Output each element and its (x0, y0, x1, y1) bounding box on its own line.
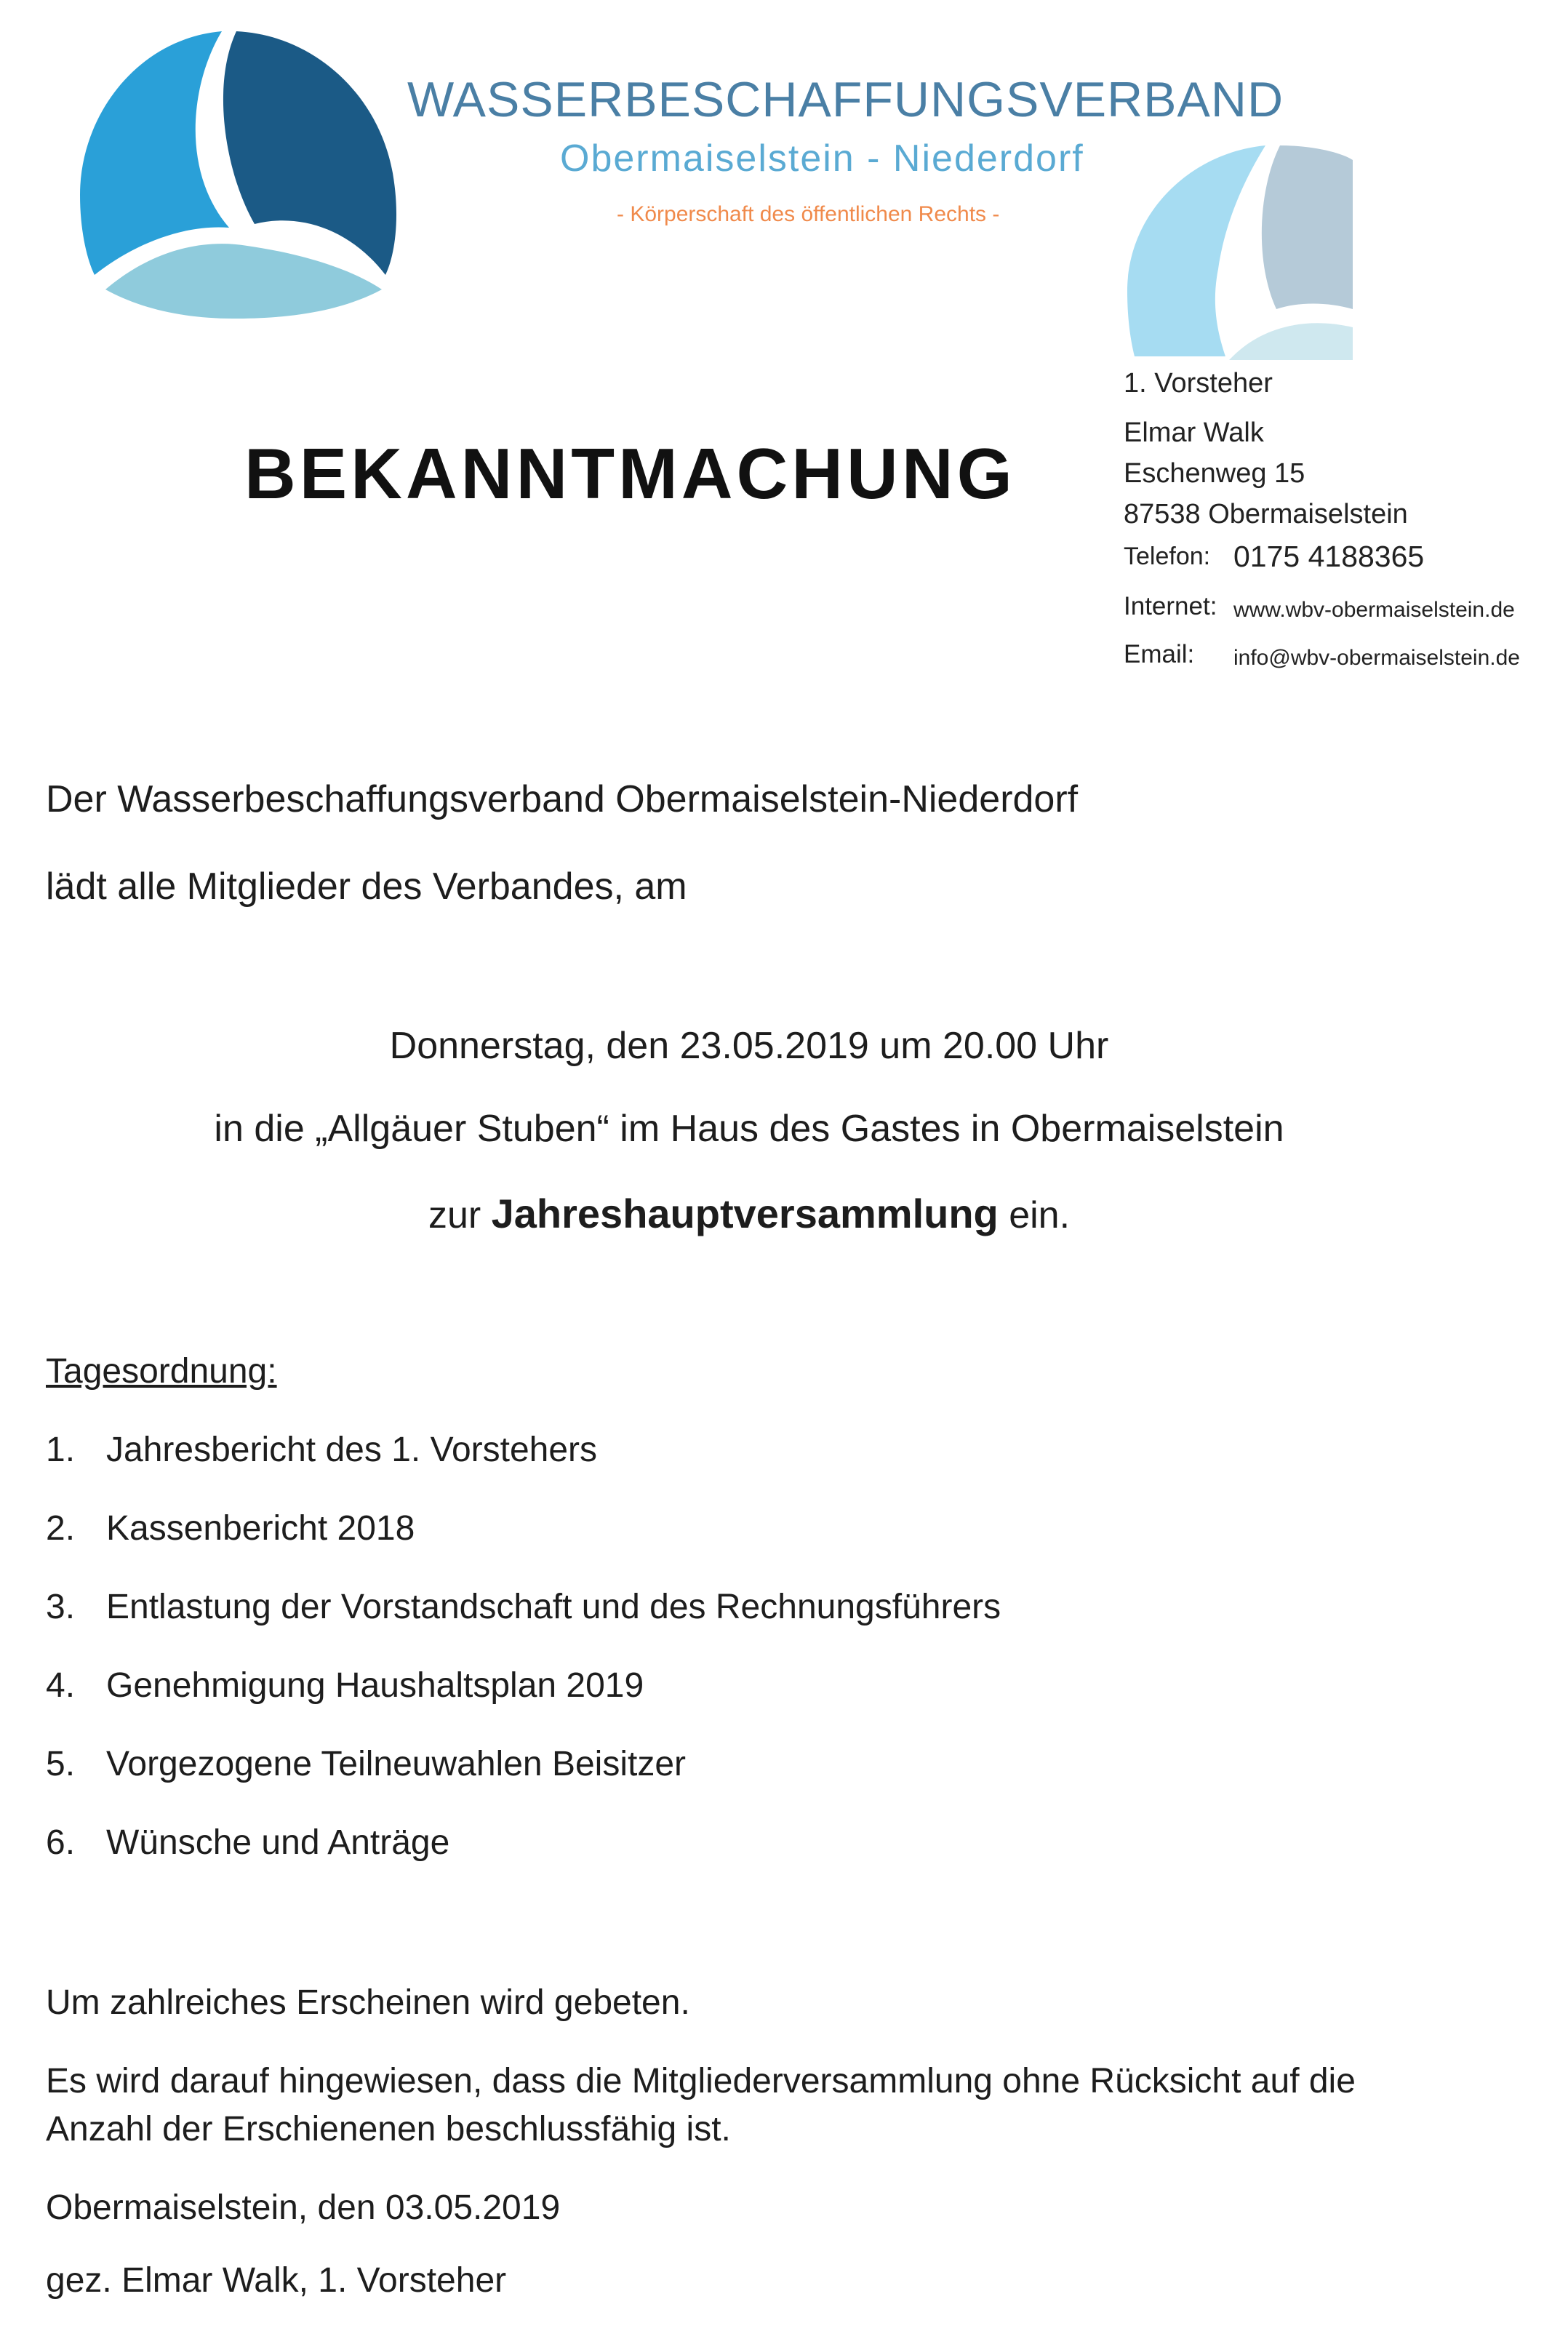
page-title: BEKANNTMACHUNG (244, 433, 1016, 513)
logo-segment-bottom (105, 244, 382, 319)
contact-email[interactable]: info@wbv-obermaiselstein.de (1233, 646, 1520, 670)
org-name: WASSERBESCHAFFUNGSVERBAND (407, 72, 1284, 127)
logo-segment-right (223, 31, 396, 275)
agenda-item-number: 4. (46, 1666, 76, 1705)
event-purpose (0, 1190, 1533, 1237)
wbv-logo-watermark (1124, 145, 1353, 360)
watermark-segment-bottom (1229, 323, 1353, 360)
agenda-item-text: Jahresbericht des 1. Vorstehers (106, 1431, 598, 1469)
agenda-item-text: Genehmigung Haushaltsplan 2019 (106, 1666, 644, 1705)
org-legal-status: - Körperschaft des öffentlichen Rechts - (617, 202, 1000, 226)
event-date: Donnerstag, den 23.05.2019 um 20.00 Uhr (389, 1025, 1109, 1067)
contact-email-label: Email: (1124, 640, 1195, 668)
logo-segment-left (80, 31, 229, 275)
contact-name: Elmar Walk (1124, 417, 1264, 448)
contact-city: 87538 Obermaiselstein (1124, 499, 1408, 529)
agenda-item-text: Wünsche und Anträge (106, 1823, 450, 1862)
agenda-item-number: 5. (46, 1745, 76, 1783)
closing-request: Um zahlreiches Erscheinen wird gebeten. (46, 1983, 690, 2022)
intro-line-2: lädt alle Mitglieder des Verbandes, am (46, 865, 687, 908)
contact-phone: 0175 4188365 (1233, 540, 1425, 573)
contact-role: 1. Vorsteher (1124, 368, 1273, 399)
event-purpose-bold: Jahreshauptversammlung (491, 1191, 999, 1236)
place-and-date: Obermaiselstein, den 03.05.2019 (46, 2188, 561, 2227)
agenda-item-number: 6. (46, 1823, 76, 1862)
agenda-item-text: Kassenbericht 2018 (106, 1509, 415, 1548)
agenda-item-text: Vorgezogene Teilneuwahlen Beisitzer (106, 1745, 686, 1783)
agenda-item-number: 3. (46, 1588, 76, 1626)
contact-website[interactable]: www.wbv-obermaiselstein.de (1233, 598, 1515, 622)
agenda-item-text: Entlastung der Vorstandschaft und des Rechnungsführers (106, 1588, 1001, 1626)
agenda-item-number: 1. (46, 1431, 76, 1469)
contact-street: Eschenweg 15 (1124, 458, 1305, 489)
signature: gez. Elmar Walk, 1. Vorsteher (46, 2261, 507, 2300)
agenda-title: Tagesordnung: (46, 1352, 277, 1391)
watermark-segment-left (1127, 145, 1265, 356)
event-location: in die „Allgäuer Stuben“ im Haus des Gastes in Obermaiselstein (214, 1108, 1284, 1150)
intro-line-1: Der Wasserbeschaffungsverband Obermaiselstein-Niederdorf (46, 778, 1079, 820)
watermark-segment-right (1262, 145, 1353, 309)
wbv-logo (73, 28, 415, 319)
contact-phone-label: Telefon: (1124, 543, 1211, 570)
contact-internet-label: Internet: (1124, 592, 1217, 620)
closing-note-line-1: Es wird darauf hingewiesen, dass die Mitgliederversammlung ohne Rücksicht auf die (46, 2062, 1356, 2100)
event-purpose-pre: zur (428, 1194, 492, 1236)
agenda-item-number: 2. (46, 1509, 76, 1548)
closing-note-line-2: Anzahl der Erschienenen beschlussfähig ist. (46, 2110, 731, 2148)
org-subtitle: Obermaiselstein - Niederdorf (560, 137, 1084, 180)
event-purpose-post: ein. (998, 1194, 1071, 1236)
